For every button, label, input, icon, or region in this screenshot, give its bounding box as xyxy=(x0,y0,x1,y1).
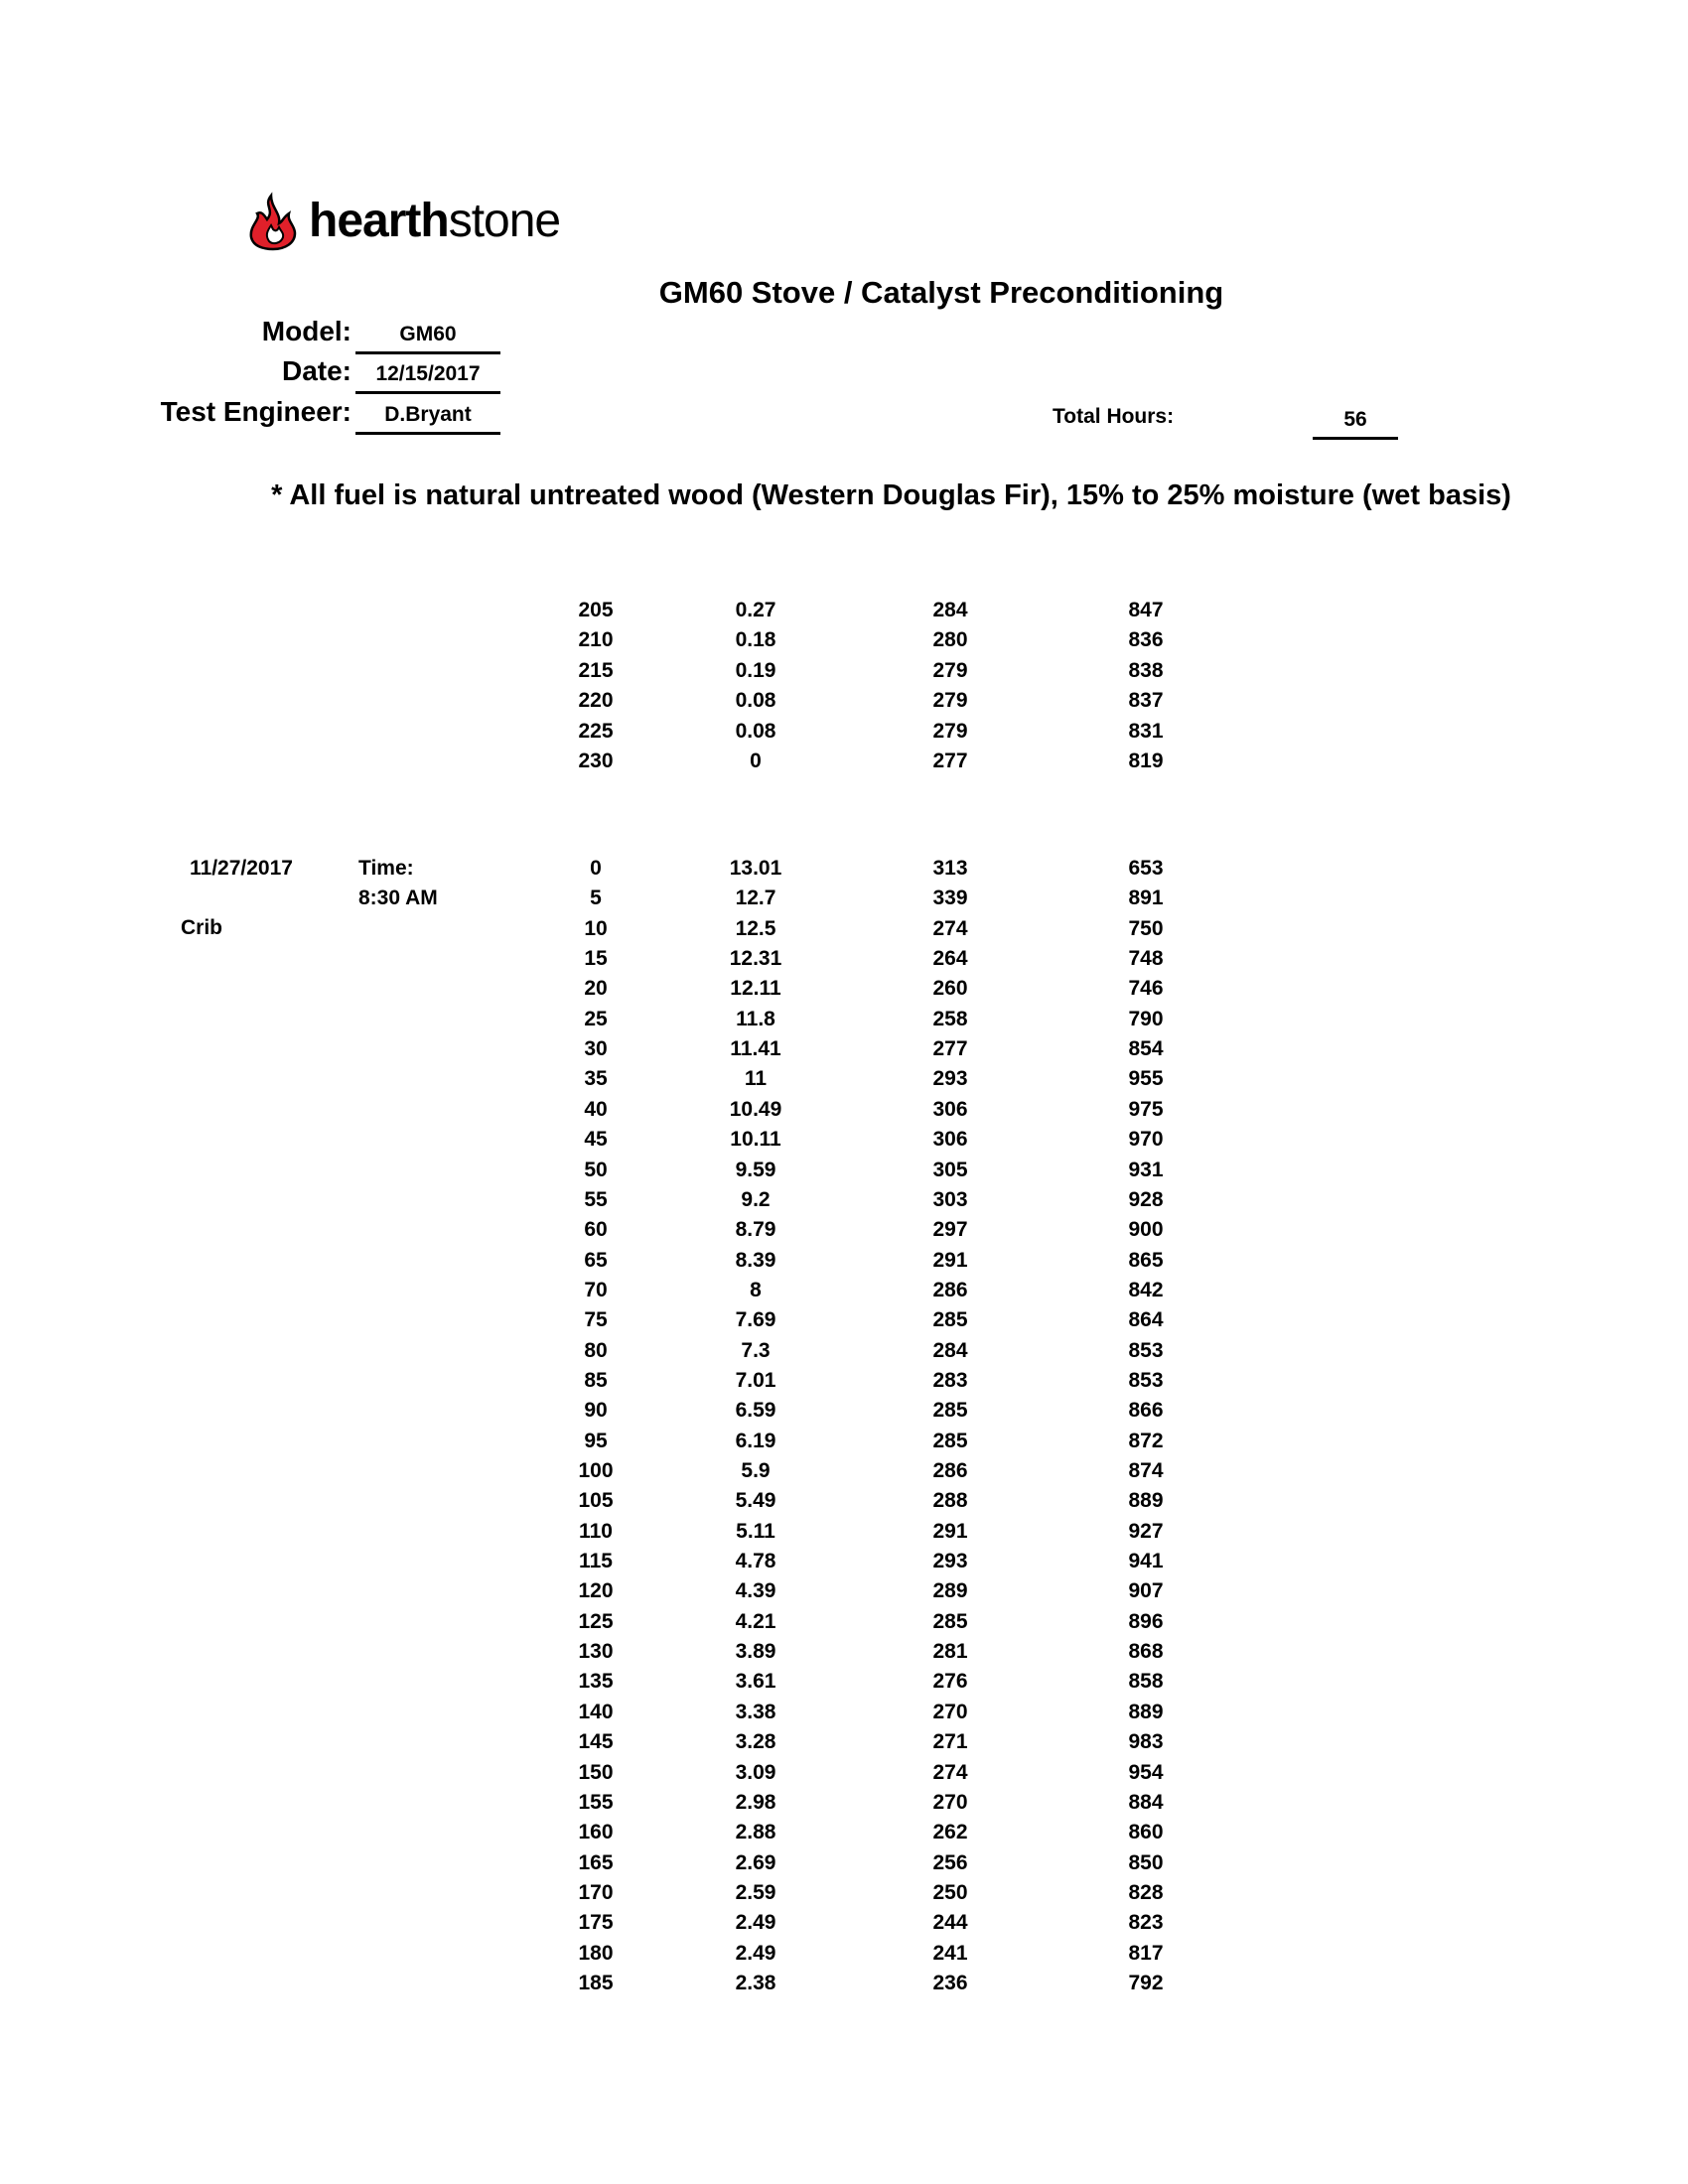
table-cell: 271 xyxy=(932,1730,968,1754)
table-cell: 837 xyxy=(1128,689,1164,713)
table-cell: 3.09 xyxy=(735,1760,776,1784)
table-cell: 258 xyxy=(932,1007,968,1030)
table-row xyxy=(0,1246,1688,1276)
table-cell: 853 xyxy=(1128,1368,1164,1392)
table-cell: 750 xyxy=(1128,916,1164,940)
table-cell: 250 xyxy=(932,1880,968,1904)
table-cell: 5 xyxy=(590,887,602,910)
table-row xyxy=(0,854,1688,884)
test-engineer-label: Test Engineer: xyxy=(160,396,352,427)
table-cell: 0 xyxy=(750,750,762,772)
table-cell: 276 xyxy=(932,1670,968,1694)
table-cell: 225 xyxy=(578,719,614,743)
table-row xyxy=(0,1305,1688,1335)
table-cell: 270 xyxy=(932,1700,968,1723)
table-cell: 8 xyxy=(750,1278,762,1301)
table-cell: 100 xyxy=(578,1459,614,1482)
table-cell: 210 xyxy=(578,628,614,652)
model-value: GM60 xyxy=(355,318,500,354)
table-row xyxy=(0,1064,1688,1094)
table-cell: 45 xyxy=(584,1128,608,1152)
table-row xyxy=(0,1366,1688,1396)
table-cell: 339 xyxy=(932,887,968,910)
table-cell: 653 xyxy=(1128,857,1164,880)
table-cell: 3.61 xyxy=(735,1670,776,1694)
table-cell: 0.27 xyxy=(735,599,776,621)
table-cell: 170 xyxy=(578,1880,614,1904)
table-row xyxy=(0,686,1688,716)
table-cell: 11.41 xyxy=(730,1037,781,1061)
table-cell: 285 xyxy=(932,1399,968,1423)
table-cell: 30 xyxy=(584,1037,608,1061)
table-cell: 283 xyxy=(932,1368,968,1392)
table-cell: 884 xyxy=(1128,1790,1164,1814)
table-cell: 872 xyxy=(1128,1429,1164,1452)
table-cell: 868 xyxy=(1128,1640,1164,1664)
table-cell: 900 xyxy=(1128,1218,1164,1242)
table-cell: 0.08 xyxy=(735,719,776,743)
table-cell: 10.49 xyxy=(729,1097,782,1121)
table-cell: 2.59 xyxy=(735,1880,776,1904)
time-value: 8:30 AM xyxy=(358,887,438,909)
table-cell: 0.08 xyxy=(735,689,776,713)
table-cell: 70 xyxy=(584,1278,608,1301)
table-row xyxy=(0,1818,1688,1847)
table-cell: 274 xyxy=(932,1760,968,1784)
table-cell: 12.31 xyxy=(729,947,782,971)
table-cell: 838 xyxy=(1128,658,1164,682)
table-cell: 236 xyxy=(932,1971,968,1994)
table-cell: 279 xyxy=(932,719,968,743)
table-cell: 110 xyxy=(579,1519,613,1543)
table-cell: 313 xyxy=(932,857,968,880)
table-row xyxy=(0,1125,1688,1155)
table-row xyxy=(0,1427,1688,1456)
table-cell: 293 xyxy=(932,1067,968,1091)
table-cell: 831 xyxy=(1128,719,1164,743)
table-cell: 270 xyxy=(932,1790,968,1814)
table-cell: 860 xyxy=(1128,1821,1164,1844)
table-cell: 983 xyxy=(1128,1730,1164,1754)
table-row xyxy=(0,1185,1688,1215)
table-cell: 836 xyxy=(1128,628,1164,652)
table-cell: 970 xyxy=(1128,1128,1164,1152)
table-row xyxy=(0,1878,1688,1908)
table-cell: 264 xyxy=(932,947,968,971)
table-row xyxy=(0,1396,1688,1426)
table-cell: 12.11 xyxy=(730,977,781,1001)
table-row xyxy=(0,1336,1688,1366)
table-cell: 277 xyxy=(932,1037,968,1061)
table-cell: 75 xyxy=(584,1308,608,1332)
table-cell: 160 xyxy=(578,1821,614,1844)
table-cell: 819 xyxy=(1128,750,1164,772)
table-cell: 65 xyxy=(584,1248,608,1272)
table-cell: 297 xyxy=(932,1218,968,1242)
table-cell: 293 xyxy=(932,1550,968,1573)
table-cell: 792 xyxy=(1128,1971,1164,1994)
table-cell: 15 xyxy=(584,947,608,971)
table-cell: 11.8 xyxy=(736,1007,775,1030)
table-cell: 5.9 xyxy=(741,1459,771,1482)
table-row xyxy=(0,1456,1688,1486)
table-row xyxy=(0,1698,1688,1727)
table-row xyxy=(0,1156,1688,1185)
table-row xyxy=(0,1276,1688,1305)
hearthstone-logo xyxy=(241,192,560,251)
table-cell: 0 xyxy=(590,857,602,880)
table-cell: 847 xyxy=(1128,599,1164,621)
table-cell: 165 xyxy=(578,1850,614,1874)
table-cell: 241 xyxy=(932,1941,968,1965)
table-row xyxy=(0,974,1688,1004)
table-row xyxy=(0,884,1688,913)
table-cell: 6.59 xyxy=(735,1399,776,1423)
table-cell: 305 xyxy=(932,1158,968,1181)
table-row xyxy=(0,1788,1688,1818)
table-cell: 289 xyxy=(932,1579,968,1603)
table-cell: 7.3 xyxy=(741,1338,771,1362)
table-cell: 866 xyxy=(1128,1399,1164,1423)
table-cell: 130 xyxy=(578,1640,614,1664)
table-cell: 10 xyxy=(584,916,608,940)
table-cell: 150 xyxy=(578,1760,614,1784)
table-cell: 277 xyxy=(932,750,968,772)
table-cell: 7.69 xyxy=(735,1308,776,1332)
total-hours-value: 56 xyxy=(1313,403,1398,440)
table-cell: 889 xyxy=(1128,1489,1164,1513)
table-cell: 90 xyxy=(584,1399,608,1423)
table-cell: 274 xyxy=(932,916,968,940)
table-cell: 0.18 xyxy=(735,628,776,652)
table-cell: 303 xyxy=(932,1187,968,1211)
table-cell: 955 xyxy=(1128,1067,1164,1091)
table-row xyxy=(0,1547,1688,1576)
table-cell: 941 xyxy=(1128,1550,1164,1573)
table-cell: 850 xyxy=(1128,1850,1164,1874)
table-cell: 288 xyxy=(932,1489,968,1513)
table-cell: 7.01 xyxy=(735,1368,776,1392)
table-cell: 285 xyxy=(932,1429,968,1452)
logo-wordmark: hearthstone xyxy=(309,195,561,247)
table-row xyxy=(0,656,1688,686)
table-row xyxy=(0,1034,1688,1064)
table-row xyxy=(0,1517,1688,1547)
time-label: Time: xyxy=(358,857,414,880)
table-cell: 285 xyxy=(932,1609,968,1633)
test-engineer-value: D.Bryant xyxy=(355,398,500,435)
table-cell: 2.88 xyxy=(735,1821,776,1844)
table-cell: 748 xyxy=(1128,947,1164,971)
table-cell: 85 xyxy=(584,1368,608,1392)
table-cell: 854 xyxy=(1128,1037,1164,1061)
table-cell: 95 xyxy=(584,1429,608,1452)
table-row xyxy=(0,717,1688,747)
table-cell: 954 xyxy=(1128,1760,1164,1784)
table-cell: 125 xyxy=(578,1609,614,1633)
table-cell: 306 xyxy=(932,1128,968,1152)
table-row xyxy=(0,1848,1688,1878)
table-cell: 4.21 xyxy=(735,1609,776,1633)
table-cell: 8.39 xyxy=(735,1248,776,1272)
table-cell: 285 xyxy=(932,1308,968,1332)
table-cell: 256 xyxy=(932,1850,968,1874)
table-cell: 3.28 xyxy=(735,1730,776,1754)
table-cell: 975 xyxy=(1128,1097,1164,1121)
table-cell: 2.69 xyxy=(735,1850,776,1874)
fuel-type-label: Crib xyxy=(181,916,222,939)
table-cell: 823 xyxy=(1128,1911,1164,1935)
table-cell: 280 xyxy=(932,628,968,652)
table-cell: 2.49 xyxy=(735,1911,776,1935)
table-row xyxy=(0,1637,1688,1667)
table-cell: 891 xyxy=(1128,887,1164,910)
table-row xyxy=(0,1667,1688,1697)
table-row xyxy=(0,1215,1688,1245)
total-hours-label: Total Hours: xyxy=(1053,405,1175,428)
table-cell: 55 xyxy=(584,1187,608,1211)
table-cell: 858 xyxy=(1128,1670,1164,1694)
table-cell: 260 xyxy=(932,977,968,1001)
table-cell: 874 xyxy=(1128,1459,1164,1482)
run-date: 11/27/2017 xyxy=(190,857,293,880)
table-row xyxy=(0,1095,1688,1125)
table-cell: 5.11 xyxy=(736,1519,775,1543)
table-cell: 286 xyxy=(932,1278,968,1301)
table-row xyxy=(0,914,1688,944)
table-cell: 284 xyxy=(932,599,968,621)
table-cell: 286 xyxy=(932,1459,968,1482)
table-row xyxy=(0,1576,1688,1606)
table-cell: 20 xyxy=(584,977,608,1001)
table-row xyxy=(0,625,1688,655)
table-cell: 3.89 xyxy=(735,1640,776,1664)
table-cell: 279 xyxy=(932,689,968,713)
table-cell: 215 xyxy=(578,658,614,682)
table-cell: 3.38 xyxy=(735,1700,776,1723)
table-cell: 120 xyxy=(578,1579,614,1603)
table-cell: 220 xyxy=(578,689,614,713)
table-cell: 889 xyxy=(1128,1700,1164,1723)
table-row xyxy=(0,1486,1688,1516)
table-cell: 4.39 xyxy=(735,1579,776,1603)
table-cell: 60 xyxy=(584,1218,608,1242)
table-row xyxy=(0,1005,1688,1034)
date-label: Date: xyxy=(281,355,352,386)
table-cell: 230 xyxy=(578,750,614,772)
table-cell: 2.49 xyxy=(735,1941,776,1965)
table-cell: 262 xyxy=(932,1821,968,1844)
table-cell: 13.01 xyxy=(729,857,782,880)
table-row xyxy=(0,1727,1688,1757)
table-cell: 907 xyxy=(1128,1579,1164,1603)
table-cell: 40 xyxy=(584,1097,608,1121)
table-cell: 0.19 xyxy=(735,658,776,682)
table-cell: 115 xyxy=(579,1550,613,1573)
table-cell: 9.59 xyxy=(735,1158,776,1181)
table-cell: 291 xyxy=(932,1519,968,1543)
table-cell: 817 xyxy=(1128,1941,1164,1965)
table-cell: 2.98 xyxy=(735,1790,776,1814)
table-row xyxy=(0,1969,1688,1998)
table-cell: 2.38 xyxy=(735,1971,776,1994)
table-row xyxy=(0,747,1688,776)
table-cell: 35 xyxy=(584,1067,608,1091)
table-row xyxy=(0,1908,1688,1938)
table-cell: 842 xyxy=(1128,1278,1164,1301)
table-cell: 135 xyxy=(578,1670,614,1694)
table-cell: 105 xyxy=(578,1489,614,1513)
table-cell: 291 xyxy=(932,1248,968,1272)
table-cell: 865 xyxy=(1128,1248,1164,1272)
table-cell: 896 xyxy=(1128,1609,1164,1633)
table-cell: 140 xyxy=(578,1700,614,1723)
table-cell: 790 xyxy=(1128,1007,1164,1030)
table-cell: 185 xyxy=(578,1971,614,1994)
table-cell: 6.19 xyxy=(735,1429,776,1452)
table-cell: 5.49 xyxy=(735,1489,776,1513)
table-cell: 828 xyxy=(1128,1880,1164,1904)
table-cell: 11 xyxy=(744,1067,768,1091)
table-cell: 12.5 xyxy=(735,916,776,940)
table-cell: 80 xyxy=(584,1338,608,1362)
table-cell: 853 xyxy=(1128,1338,1164,1362)
table-cell: 927 xyxy=(1128,1519,1164,1543)
flame-icon xyxy=(241,192,305,251)
table-cell: 10.11 xyxy=(730,1128,781,1152)
table-cell: 50 xyxy=(584,1158,608,1181)
table-cell: 4.78 xyxy=(735,1550,776,1573)
model-label: Model: xyxy=(261,316,352,346)
table-cell: 155 xyxy=(578,1790,614,1814)
table-cell: 284 xyxy=(932,1338,968,1362)
table-cell: 244 xyxy=(932,1911,968,1935)
fuel-note: * All fuel is natural untreated wood (Western Douglas Fir), 15% to 25% moisture (wet basis) xyxy=(271,479,1511,511)
table-cell: 746 xyxy=(1128,977,1164,1001)
table-cell: 205 xyxy=(578,599,614,621)
table-cell: 281 xyxy=(932,1640,968,1664)
table-cell: 180 xyxy=(578,1941,614,1965)
page-title: GM60 Stove / Catalyst Preconditioning xyxy=(658,275,1224,310)
table-cell: 8.79 xyxy=(735,1218,776,1242)
table-row xyxy=(0,596,1688,625)
table-cell: 175 xyxy=(578,1911,614,1935)
table-row xyxy=(0,1607,1688,1637)
table-row xyxy=(0,1939,1688,1969)
table-cell: 25 xyxy=(584,1007,608,1030)
table-cell: 145 xyxy=(578,1730,614,1754)
table-cell: 928 xyxy=(1128,1187,1164,1211)
table-cell: 9.2 xyxy=(741,1187,771,1211)
date-value: 12/15/2017 xyxy=(355,357,500,394)
table-cell: 12.7 xyxy=(735,887,776,910)
table-cell: 279 xyxy=(932,658,968,682)
table-row xyxy=(0,944,1688,974)
table-cell: 931 xyxy=(1128,1158,1164,1181)
table-cell: 306 xyxy=(932,1097,968,1121)
table-row xyxy=(0,1758,1688,1788)
table-cell: 864 xyxy=(1128,1308,1164,1332)
